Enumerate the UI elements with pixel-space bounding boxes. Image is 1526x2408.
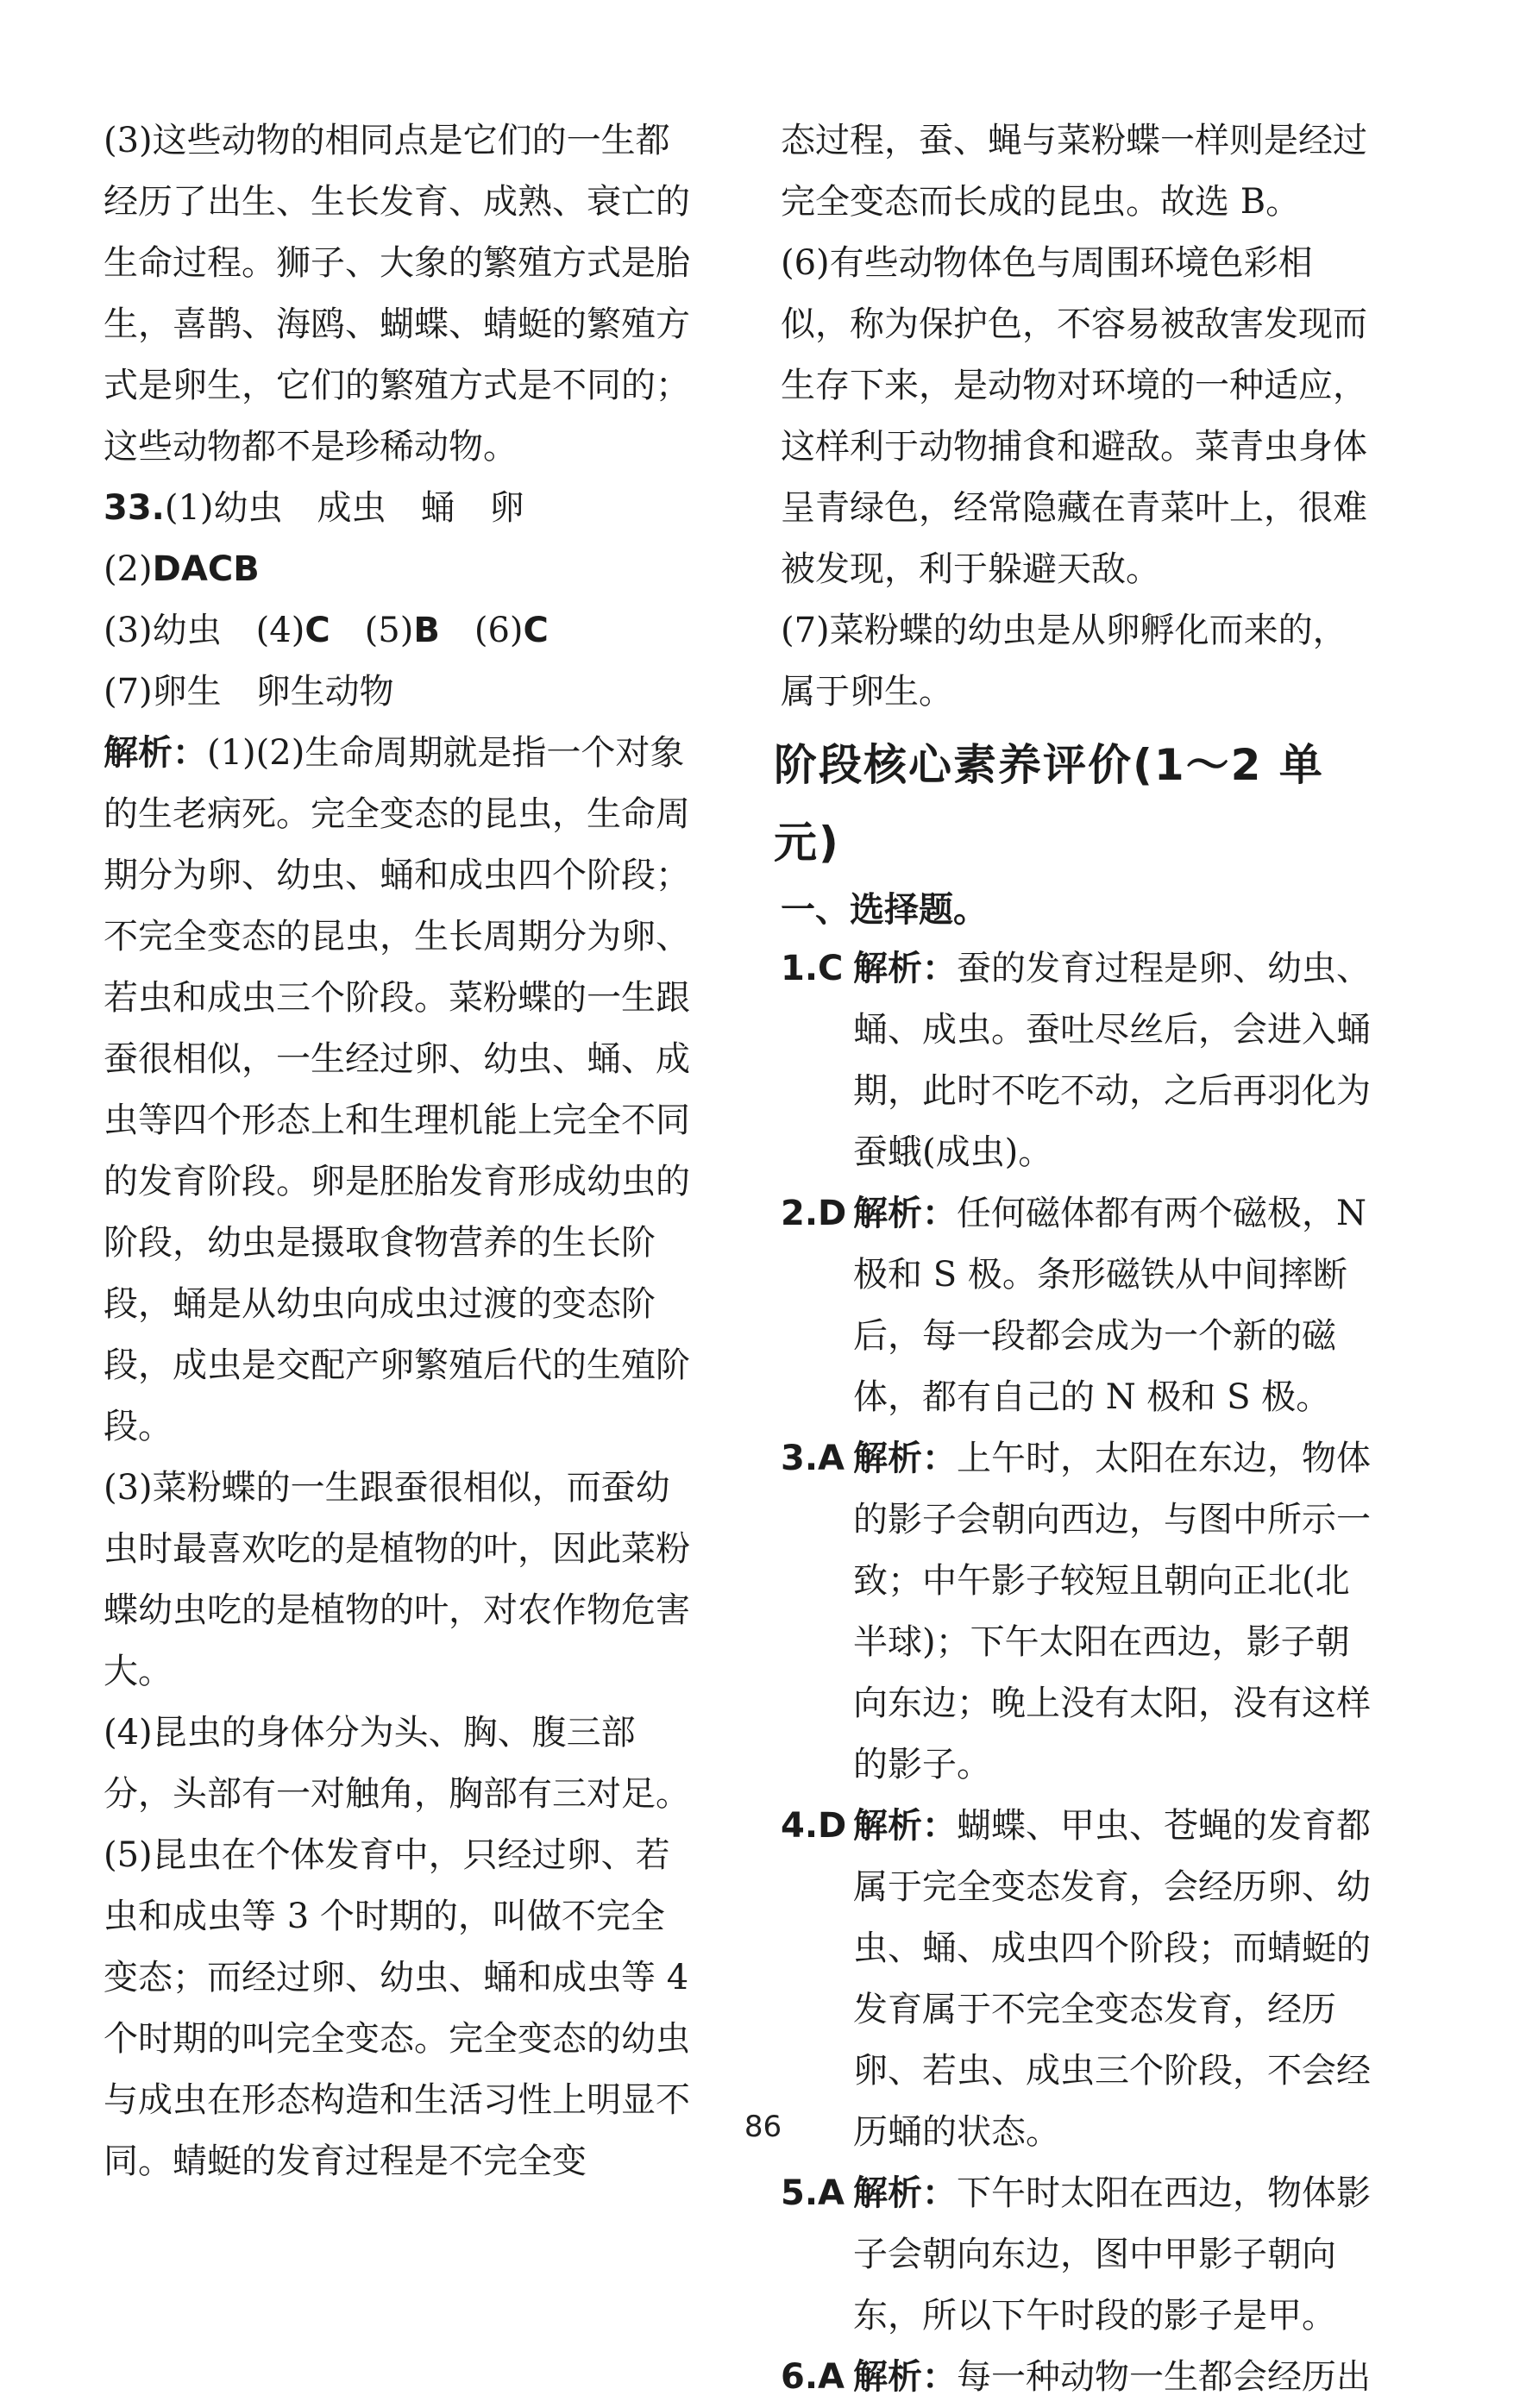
q33-analysis-5: (5)昆虫在个体发育中，只经过卵、若虫和成虫等 3 个时期的，叫做不完全变态；而经过卵、幼虫、蛹和成虫等 4 个时期的叫完全变态。完全变态的幼虫与成虫在形态构造和生活习性上明显不同。蜻蜓的发育过程是不完全变: [104, 1835, 690, 2181]
item-answer: A: [818, 2173, 845, 2213]
paragraph-q32-part3: (3)这些动物的相同点是它们的一生都经历了出生、生长发育、成熟、衰亡的生命过程。狮子、大象的繁殖方式是胎生，喜鹊、海鸥、蝴蝶、蜻蜓的繁殖方式是卵生，它们的繁殖方式是不同的；这些动物都不是珍稀动物。: [104, 121, 690, 467]
q33-analysis-7: (7)菜粉蝶的幼虫是从卵孵化而来的，属于卵生。: [781, 611, 1347, 712]
q33-answer-bold: C: [523, 611, 549, 650]
choice-item: [781, 1428, 1376, 1796]
q33-analysis-5-continued: 态过程，蚕、蝇与菜粉蝶一样则是经过完全变态而长成的昆虫。故选 B。: [781, 121, 1367, 222]
item-answer: A: [818, 2357, 845, 2397]
analysis-label: 解析：: [853, 1806, 957, 1846]
analysis-text: 上午时，太阳在东边，物体的影子会朝向西边，与图中所示一致；中午影子较短且朝向正北(北半球)；下午太阳在西边，影子朝向东边；晚上没有太阳，没有这样的影子。: [853, 1439, 1371, 1784]
analysis-label: 解析：: [853, 1194, 957, 1233]
analysis-label: 解析：: [853, 2173, 957, 2213]
choice-item: [781, 938, 1376, 1183]
item-number: [781, 938, 853, 1000]
q33-answer-text: (3)幼虫 (4): [104, 611, 305, 650]
analysis-label: 解析：: [853, 2357, 957, 2397]
item-body: [853, 1183, 1376, 1428]
page-number: 86: [744, 2110, 782, 2144]
q33-analysis-6: (6)有些动物体色与周围环境色彩相似，称为保护色，不容易被敌害发现而生存下来，是动物对环境的一种适应，这样利于动物捕食和避敌。菜青虫身体呈青绿色，经常隐藏在青菜叶上，很难被发现，利于躲避天敌。: [781, 243, 1367, 589]
q33-analysis-4: (4)昆虫的身体分为头、胸、腹三部分，头部有一对触角，胸部有三对足。: [104, 1713, 690, 1814]
q33-analysis-1: [104, 723, 690, 1458]
item-answer: C: [818, 949, 844, 988]
choice-item: [781, 2347, 1376, 2408]
item-number: [781, 2347, 853, 2408]
item-body: [853, 2347, 1376, 2408]
item-number: [781, 1796, 853, 1857]
item-index: 6.: [781, 2357, 819, 2397]
analysis-label: 解析：: [104, 733, 207, 773]
item-answer: A: [818, 1439, 845, 1478]
item-number: [781, 2163, 853, 2224]
item-body: [853, 938, 1376, 1183]
item-answer: D: [818, 1194, 847, 1233]
q33-answer-text: (5): [330, 611, 414, 650]
left-column: [104, 110, 690, 2192]
choice-item: [781, 2163, 1376, 2347]
item-index: 2.: [781, 1194, 819, 1233]
question-33: [104, 478, 690, 2192]
item-number: [781, 1183, 853, 1245]
q33-answer-line-2: [104, 600, 690, 662]
analysis-label: 解析：: [853, 1439, 957, 1478]
q33-answer-line-3: (7)卵生 卵生动物: [104, 672, 394, 712]
analysis-text: (1)(2)生命周期就是指一个对象的生老病死。完全变态的昆虫，生命周期分为卵、幼虫、蛹和成虫四个阶段；不完全变态的昆虫，生长周期分为卵、若虫和成虫三个阶段。菜粉蝶的一生跟蚕很相似，一生经过卵、幼虫、蛹、成虫等四个形态上和生理机能上完全不同的发育阶段。卵是胚胎发育形成幼虫的阶段，幼虫是摄取食物营养的生长阶段，蛹是从幼虫向成虫过渡的变态阶段，成虫是交配产卵繁殖后代的生殖阶段。: [104, 733, 690, 1446]
item-index: 3.: [781, 1439, 819, 1478]
item-number: [781, 1428, 853, 1489]
right-column: [774, 110, 1376, 2408]
q33-analysis-3: (3)菜粉蝶的一生跟蚕很相似，而蚕幼虫时最喜欢吃的是植物的叶，因此菜粉蝶幼虫吃的是植物的叶，对农作物危害大。: [104, 1468, 690, 1691]
item-index: 5.: [781, 2173, 819, 2213]
question-number: 33.: [104, 488, 165, 528]
analysis-text: 任何磁体都有两个磁极，N 极和 S 极。条形磁铁从中间摔断后，每一段都会成为一个新的磁体，都有自己的 N 极和 S 极。: [853, 1194, 1366, 1417]
sub-title: 一、选择题。: [781, 890, 988, 930]
choice-item: [781, 1796, 1376, 2163]
q33-answer-line-1: [104, 478, 690, 600]
q33-answer-text: (6): [439, 611, 524, 650]
analysis-text: 每一种动物一生都会经历出: [957, 2357, 1371, 2397]
analysis-text: 下午时太阳在西边，物体影子会朝向东边，图中甲影子朝向东，所以下午时段的影子是甲。: [853, 2173, 1371, 2336]
section-title: 阶段核心素养评价(1～2 单元): [774, 740, 1324, 868]
analysis-label: 解析：: [853, 949, 957, 988]
item-answer: D: [818, 1806, 847, 1846]
analysis-text: 蚕的发育过程是卵、幼虫、蛹、成虫。蚕吐尽丝后，会进入蛹期，此时不吃不动，之后再羽化为蚕蛾(成虫)。: [853, 949, 1371, 1172]
q33-answer-bold: C: [305, 611, 330, 650]
item-body: [853, 2163, 1376, 2347]
q33-answer-bold: DACB: [152, 549, 260, 589]
choice-item: [781, 1183, 1376, 1428]
q33-answer-bold: B: [413, 611, 440, 650]
item-index: 1.: [781, 949, 819, 988]
analysis-text: 蝴蝶、甲虫、苍蝇的发育都属于完全变态发育，会经历卵、幼虫、蛹、成虫四个阶段；而蜻蜓的发育属于不完全变态发育，经历卵、若虫、成虫三个阶段，不会经历蛹的状态。: [853, 1806, 1371, 2152]
item-index: 4.: [781, 1806, 819, 1846]
q33-answer-text: (1)幼虫 成虫 蛹 卵 (2): [104, 488, 559, 589]
item-body: [853, 1796, 1376, 2163]
item-body: [853, 1428, 1376, 1796]
